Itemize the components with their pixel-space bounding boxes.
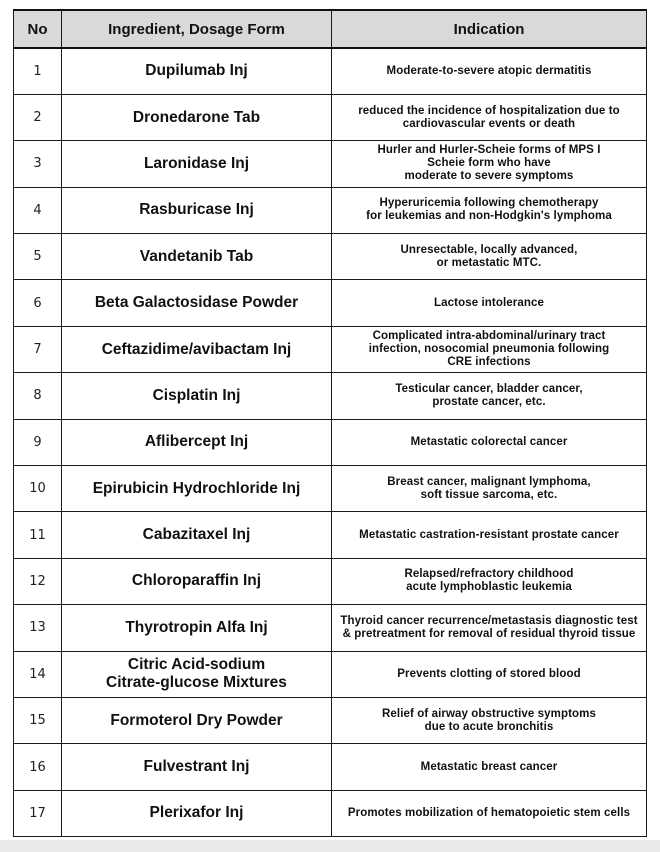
ingredient-cell [62,790,332,836]
indication-cell [332,466,647,512]
ingredient-cell [62,48,332,94]
row-number: 15 [14,697,62,743]
table-body [14,48,647,837]
indication-cell [332,744,647,790]
table-row [14,512,647,558]
drug-indication-table [13,9,647,837]
ingredient-cell [62,280,332,326]
ingredient-cell [62,234,332,280]
indication-text: Relief of airway obstructive symptoms [382,707,596,720]
header-no: No [14,10,62,48]
ingredient-cell [62,558,332,604]
table-header [14,10,647,48]
indication-cell [332,234,647,280]
ingredient-cell [62,512,332,558]
ingredient-text: Dronedarone Tab [132,108,261,126]
row-number: 8 [14,373,62,419]
indication-text: reduced the incidence of hospitalization due to [358,104,620,117]
header-row [14,10,647,48]
row-number: 13 [14,605,62,651]
indication-text: infection, nosocomial pneumonia following [368,343,610,356]
ingredient-text: Chloroparaffin Inj [131,572,262,590]
table-row [14,94,647,140]
row-number: 2 [14,94,62,140]
indication-text: Lactose intolerance [434,296,544,309]
table-row [14,605,647,651]
table-row [14,697,647,743]
ingredient-text: Beta Galactosidase Powder [94,294,299,312]
table-row [14,48,647,94]
row-number: 7 [14,326,62,372]
table-row [14,373,647,419]
row-number: 11 [14,512,62,558]
table-row [14,790,647,836]
row-number: 17 [14,790,62,836]
indication-cell [332,790,647,836]
indication-text: Relapsed/refractory childhood [404,568,574,581]
table-row [14,187,647,233]
ingredient-cell [62,141,332,187]
ingredient-text: Rasburicase Inj [139,201,254,219]
indication-text: Metastatic colorectal cancer [410,435,568,448]
row-number: 10 [14,466,62,512]
ingredient-text: Fulvestrant Inj [143,758,250,776]
indication-cell [332,326,647,372]
indication-text: or metastatic MTC. [436,256,542,269]
indication-text: CRE infections [447,356,531,369]
table-row [14,558,647,604]
indication-text: Testicular cancer, bladder cancer, [395,382,583,395]
indication-text: Metastatic castration-resistant prostate cancer [359,528,619,541]
ingredient-text: Aflibercept Inj [144,433,249,451]
ingredient-text: Formoterol Dry Powder [110,711,283,729]
indication-cell [332,280,647,326]
indication-text: Thyroid cancer recurrence/metastasis diagnostic test [340,614,638,627]
ingredient-cell [62,697,332,743]
row-number: 9 [14,419,62,465]
ingredient-cell [62,94,332,140]
ingredient-cell [62,466,332,512]
indication-cell [332,512,647,558]
indication-text: Promotes mobilization of hematopoietic stem cells [347,806,631,819]
table-row [14,280,647,326]
indication-text: for leukemias and non-Hodgkin's lymphoma [366,210,612,223]
row-number: 16 [14,744,62,790]
ingredient-text: Thyrotropin Alfa Inj [125,618,268,636]
row-number: 4 [14,187,62,233]
ingredient-text: Epirubicin Hydrochloride Inj [92,479,301,497]
indication-cell [332,651,647,697]
indication-cell [332,558,647,604]
row-number: 1 [14,48,62,94]
indication-text: Hurler and Hurler-Scheie forms of MPS I [377,144,601,157]
ingredient-cell [62,373,332,419]
header-indication: Indication [332,10,647,48]
indication-text: Hyperuricemia following chemotherapy [379,197,599,210]
row-number: 14 [14,651,62,697]
table-row [14,326,647,372]
row-number: 12 [14,558,62,604]
header-ingredient: Ingredient, Dosage Form [62,10,332,48]
ingredient-text: Plerixafor Inj [149,804,244,822]
indication-text: soft tissue sarcoma, etc. [420,488,558,501]
ingredient-text: Laronidase Inj [143,154,250,172]
indication-text: Moderate-to-severe atopic dermatitis [386,64,592,77]
indication-text: Prevents clotting of stored blood [397,667,581,680]
ingredient-cell [62,326,332,372]
indication-cell [332,48,647,94]
indication-text: Scheie form who have [427,157,551,170]
indication-text: Unresectable, locally advanced, [400,243,578,256]
indication-cell [332,373,647,419]
ingredient-cell [62,187,332,233]
ingredient-text: Dupilumab Inj [145,62,248,80]
table-row [14,744,647,790]
table-row [14,141,647,187]
ingredient-cell [62,419,332,465]
indication-text: & pretreatment for removal of residual thyroid tissue [342,627,636,640]
indication-cell [332,94,647,140]
indication-cell [332,187,647,233]
indication-cell [332,419,647,465]
table-row [14,234,647,280]
row-number: 5 [14,234,62,280]
table-row [14,419,647,465]
indication-cell [332,605,647,651]
indication-text: Breast cancer, malignant lymphoma, [387,475,591,488]
ingredient-text: Cisplatin Inj [152,386,241,404]
indication-text: cardiovascular events or death [402,117,576,130]
ingredient-text: Citrate-glucose Mixtures [106,674,287,692]
indication-text: moderate to severe symptoms [404,170,574,183]
ingredient-text: Vandetanib Tab [139,247,254,265]
ingredient-cell [62,744,332,790]
indication-text: due to acute bronchitis [424,720,554,733]
indication-cell [332,141,647,187]
table-row [14,651,647,697]
ingredient-cell [62,651,332,697]
indication-cell [332,697,647,743]
ingredient-cell [62,605,332,651]
indication-text: acute lymphoblastic leukemia [406,581,572,594]
indication-text: prostate cancer, etc. [432,395,546,408]
indication-text: Metastatic breast cancer [420,760,558,773]
indication-text: Complicated intra-abdominal/urinary tract [372,330,606,343]
row-number: 6 [14,280,62,326]
row-number: 3 [14,141,62,187]
ingredient-text: Cabazitaxel Inj [142,526,251,544]
ingredient-text: Citric Acid-sodium [127,656,266,674]
table-row [14,466,647,512]
ingredient-text: Ceftazidime/avibactam Inj [101,340,292,358]
